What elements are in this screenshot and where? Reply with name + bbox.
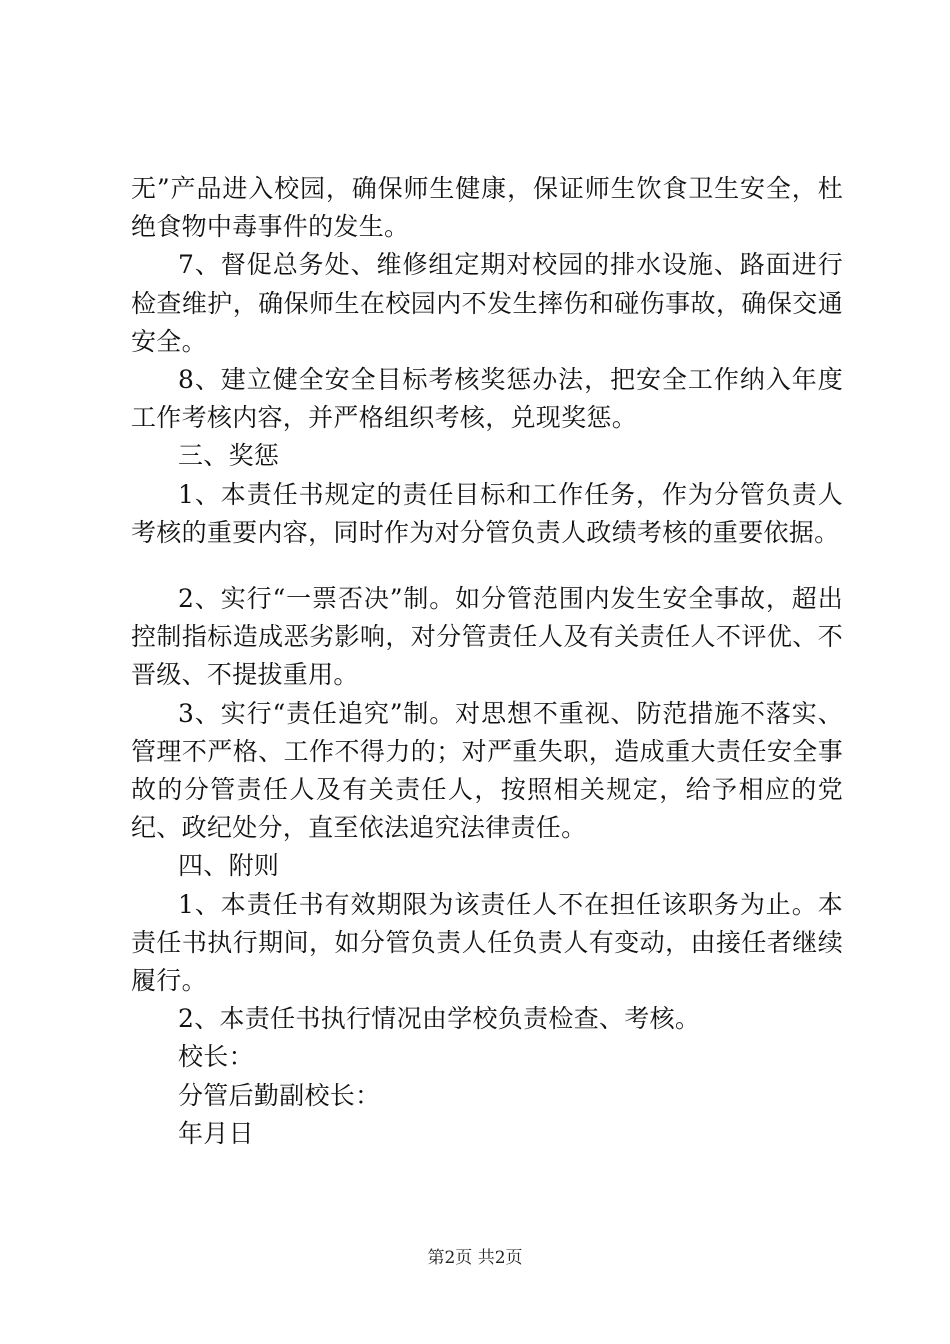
signature-vice-principal: 分管后勤副校长：	[178, 1080, 381, 1110]
section-heading-appendix: 四、附则	[178, 851, 280, 881]
paragraph-item-8: 8、建立健全安全目标考核奖惩办法，把安全工作纳入年度工作考核内容，并严格组织考核，兑现奖惩。	[131, 365, 843, 433]
signature-principal: 校长：	[178, 1042, 254, 1072]
paragraph-item-7: 7、督促总务处、维修组定期对校园的排水设施、路面进行检查维护，确保师生在校园内不发生摔伤和碰伤事故，确保交通安全。	[131, 250, 843, 356]
paragraph-appendix-2: 2、本责任书执行情况由学校负责检查、考核。	[178, 1004, 701, 1034]
document-body	[131, 170, 843, 1153]
page-footer: 第2页 共2页	[427, 1248, 523, 1268]
paragraph-rewards-2: 2、实行“一票否决”制。如分管范围内发生安全事故，超出控制指标造成恶劣影响，对分管责任人及有关责任人不评优、不晋级、不提拔重用。	[131, 584, 843, 690]
paragraph-rewards-3: 3、实行“责任追究”制。对思想不重视、防范措施不落实、管理不严格、工作不得力的；对严重失职，造成重大责任安全事故的分管责任人及有关责任人，按照相关规定，给予相应的党纪、政纪处分，直至依法追究法律责任。	[131, 698, 843, 843]
paragraph-appendix-1: 1、本责任书有效期限为该责任人不在担任该职务为止。本责任书执行期间，如分管负责人任负责人有变动，由接任者继续履行。	[131, 889, 843, 996]
paragraph-rewards-1: 1、本责任书规定的责任目标和工作任务，作为分管负责人考核的重要内容，同时作为对分管负责人政绩考核的重要依据。	[131, 479, 843, 547]
section-heading-rewards: 三、奖惩	[178, 441, 280, 471]
paragraph-continuation: 无”产品进入校园，确保师生健康，保证师生饮食卫生安全，杜绝食物中毒事件的发生。	[131, 174, 843, 242]
signature-date: 年月日	[178, 1118, 254, 1148]
